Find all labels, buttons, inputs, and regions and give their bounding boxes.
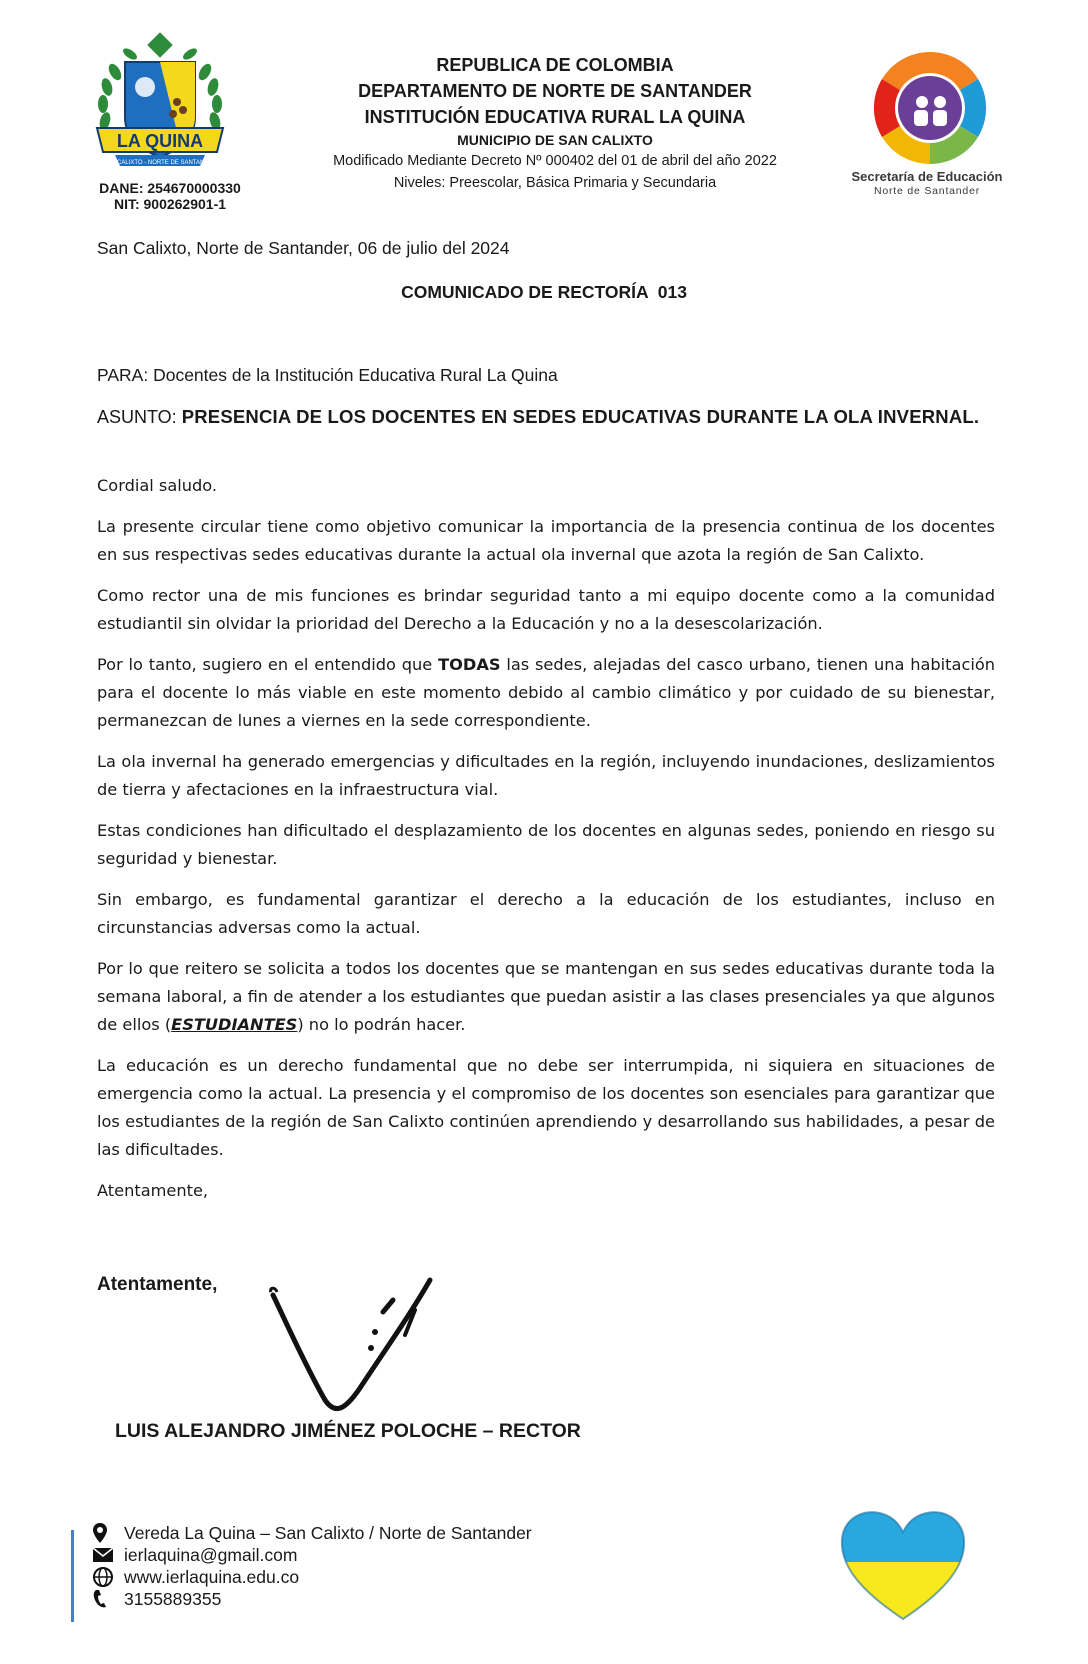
envelope-icon xyxy=(92,1544,118,1566)
header-municipality: MUNICIPIO DE SAN CALIXTO xyxy=(457,132,653,148)
footer-accent-bar xyxy=(71,1530,74,1622)
paragraph-4: La ola invernal ha generado emergencias y dificultades en la región, incluyendo inundaciones, deslizamientos de tierra y afectaciones en la infraestructura vial. xyxy=(97,752,995,799)
signer-name: LUIS ALEJANDRO JIMÉNEZ POLOCHE – RECTOR xyxy=(115,1420,581,1442)
paragraph-3-end: las sedes, alejadas del casco urbano, tienen una habitación para el docente lo más viable en este momento debido al cambio climático y por cuidado de su bienestar, permanezcan de lunes a viernes en la sede correspondiente. xyxy=(97,655,996,730)
letter-date: San Calixto, Norte de Santander, 06 de julio del 2024 xyxy=(97,238,510,258)
subject-text: PRESENCIA DE LOS DOCENTES EN SEDES EDUCATIVAS DURANTE LA OLA INVERNAL. xyxy=(181,406,980,427)
paragraph-3 xyxy=(97,651,995,735)
paragraph-7-start: Por lo que reitero se solicita a todos los docentes que se mantengan en sus sedes educativas durante toda la semana laboral, a fin de atender a los estudiantes que puedan asistir a las clases presenciales ya que algunos de ellos ( xyxy=(97,959,995,1034)
location-pin-icon xyxy=(92,1522,118,1544)
footer-address: Vereda La Quina – San Calixto / Norte de Santander xyxy=(124,1522,532,1543)
header-country: REPUBLICA DE COLOMBIA xyxy=(436,55,674,75)
footer-phone-row xyxy=(92,1588,532,1610)
nit-code: NIT: 900262901-1 xyxy=(113,196,227,212)
heart-logo xyxy=(838,1504,968,1624)
letter-title: COMUNICADO DE RECTORÍA 013 xyxy=(401,282,687,302)
closing-bold: Atentamente, xyxy=(97,1274,218,1295)
paragraph-6: Sin embargo, es fundamental garantizar el derecho a la educación de los estudiantes, incluso en circunstancias adversas como la actual. xyxy=(97,890,995,937)
paragraph-7 xyxy=(97,955,995,1039)
footer-contact xyxy=(92,1522,532,1610)
dane-nit-block xyxy=(85,180,255,212)
subject-label: ASUNTO: xyxy=(97,407,182,427)
rector-signature xyxy=(265,1270,445,1420)
letter-subject xyxy=(97,404,995,430)
letter-recipient: PARA: Docentes de la Institución Educativa Rural La Quina xyxy=(97,365,558,385)
paragraph-3-emphasis: TODAS xyxy=(438,655,501,674)
paragraph-5: Estas condiciones han dificultado el desplazamiento de los docentes en algunas sedes, poniendo en riesgo su seguridad y bienestar. xyxy=(97,821,995,868)
paragraph-8: La educación es un derecho fundamental que no debe ser interrumpida, ni siquiera en situaciones de emergencia como la actual. La presencia y el compromiso de los docentes son esenciales para garantizar que los estudiantes de la región de San Calixto continúen aprendiendo y desarrollando sus habilidades, a pesar de las dificultades. xyxy=(97,1056,995,1159)
paragraph-3-start: Por lo tanto, sugiero en el entendido que xyxy=(97,655,439,674)
paragraph-2: Como rector una de mis funciones es brindar seguridad tanto a mi equipo docente como a la comunidad estudiantil sin olvidar la prioridad del Derecho a la Educación y no a la desescolarización. xyxy=(97,586,995,633)
secretaria-line2: Norte de Santander xyxy=(873,185,981,197)
footer-web-row xyxy=(92,1566,532,1588)
footer-phone[interactable]: 3155889355 xyxy=(124,1588,222,1609)
header-levels: Niveles: Preescolar, Básica Primaria y Secundaria xyxy=(393,175,717,191)
paragraph-7-emphasis: ESTUDIANTES xyxy=(171,1015,298,1034)
secretaria-line1: Secretaría de Educación xyxy=(851,169,1003,184)
salutation: Cordial saludo. xyxy=(97,476,218,495)
letter-body xyxy=(97,472,995,1218)
paragraph-1: La presente circular tiene como objetivo comunicar la importancia de la presencia continua de los docentes en sus respectivas sedes educativas durante la actual ola invernal que azota la región de San Calixto. xyxy=(97,517,995,564)
globe-www-icon xyxy=(92,1566,118,1588)
header-department: DEPARTAMENTO DE NORTE DE SANTANDER xyxy=(358,81,752,101)
dane-code: DANE: 254670000330 xyxy=(99,180,241,196)
phone-icon xyxy=(92,1588,118,1610)
secretaria-title xyxy=(842,170,1012,198)
footer-address-row xyxy=(92,1522,532,1544)
footer-email[interactable]: ierlaquina@gmail.com xyxy=(124,1544,298,1565)
header-institution: INSTITUCIÓN EDUCATIVA RURAL LA QUINA xyxy=(364,107,746,127)
svg-text:SAN CALIXTO - NORTE DE SANTAND: SAN CALIXTO - NORTE DE SANTANDER xyxy=(102,160,218,166)
paragraph-7-end: ) no lo podrán hacer. xyxy=(297,1015,466,1034)
header-decree: Modificado Mediante Decreto Nº 000402 del 01 de abril del año 2022 xyxy=(333,153,777,169)
footer-website[interactable]: www.ierlaquina.edu.co xyxy=(124,1566,300,1587)
closing: Atentamente, xyxy=(97,1181,209,1200)
footer-email-row xyxy=(92,1544,532,1566)
institution-header xyxy=(290,52,820,194)
svg-text:LA QUINA: LA QUINA xyxy=(116,131,204,151)
school-crest-logo xyxy=(85,32,235,182)
